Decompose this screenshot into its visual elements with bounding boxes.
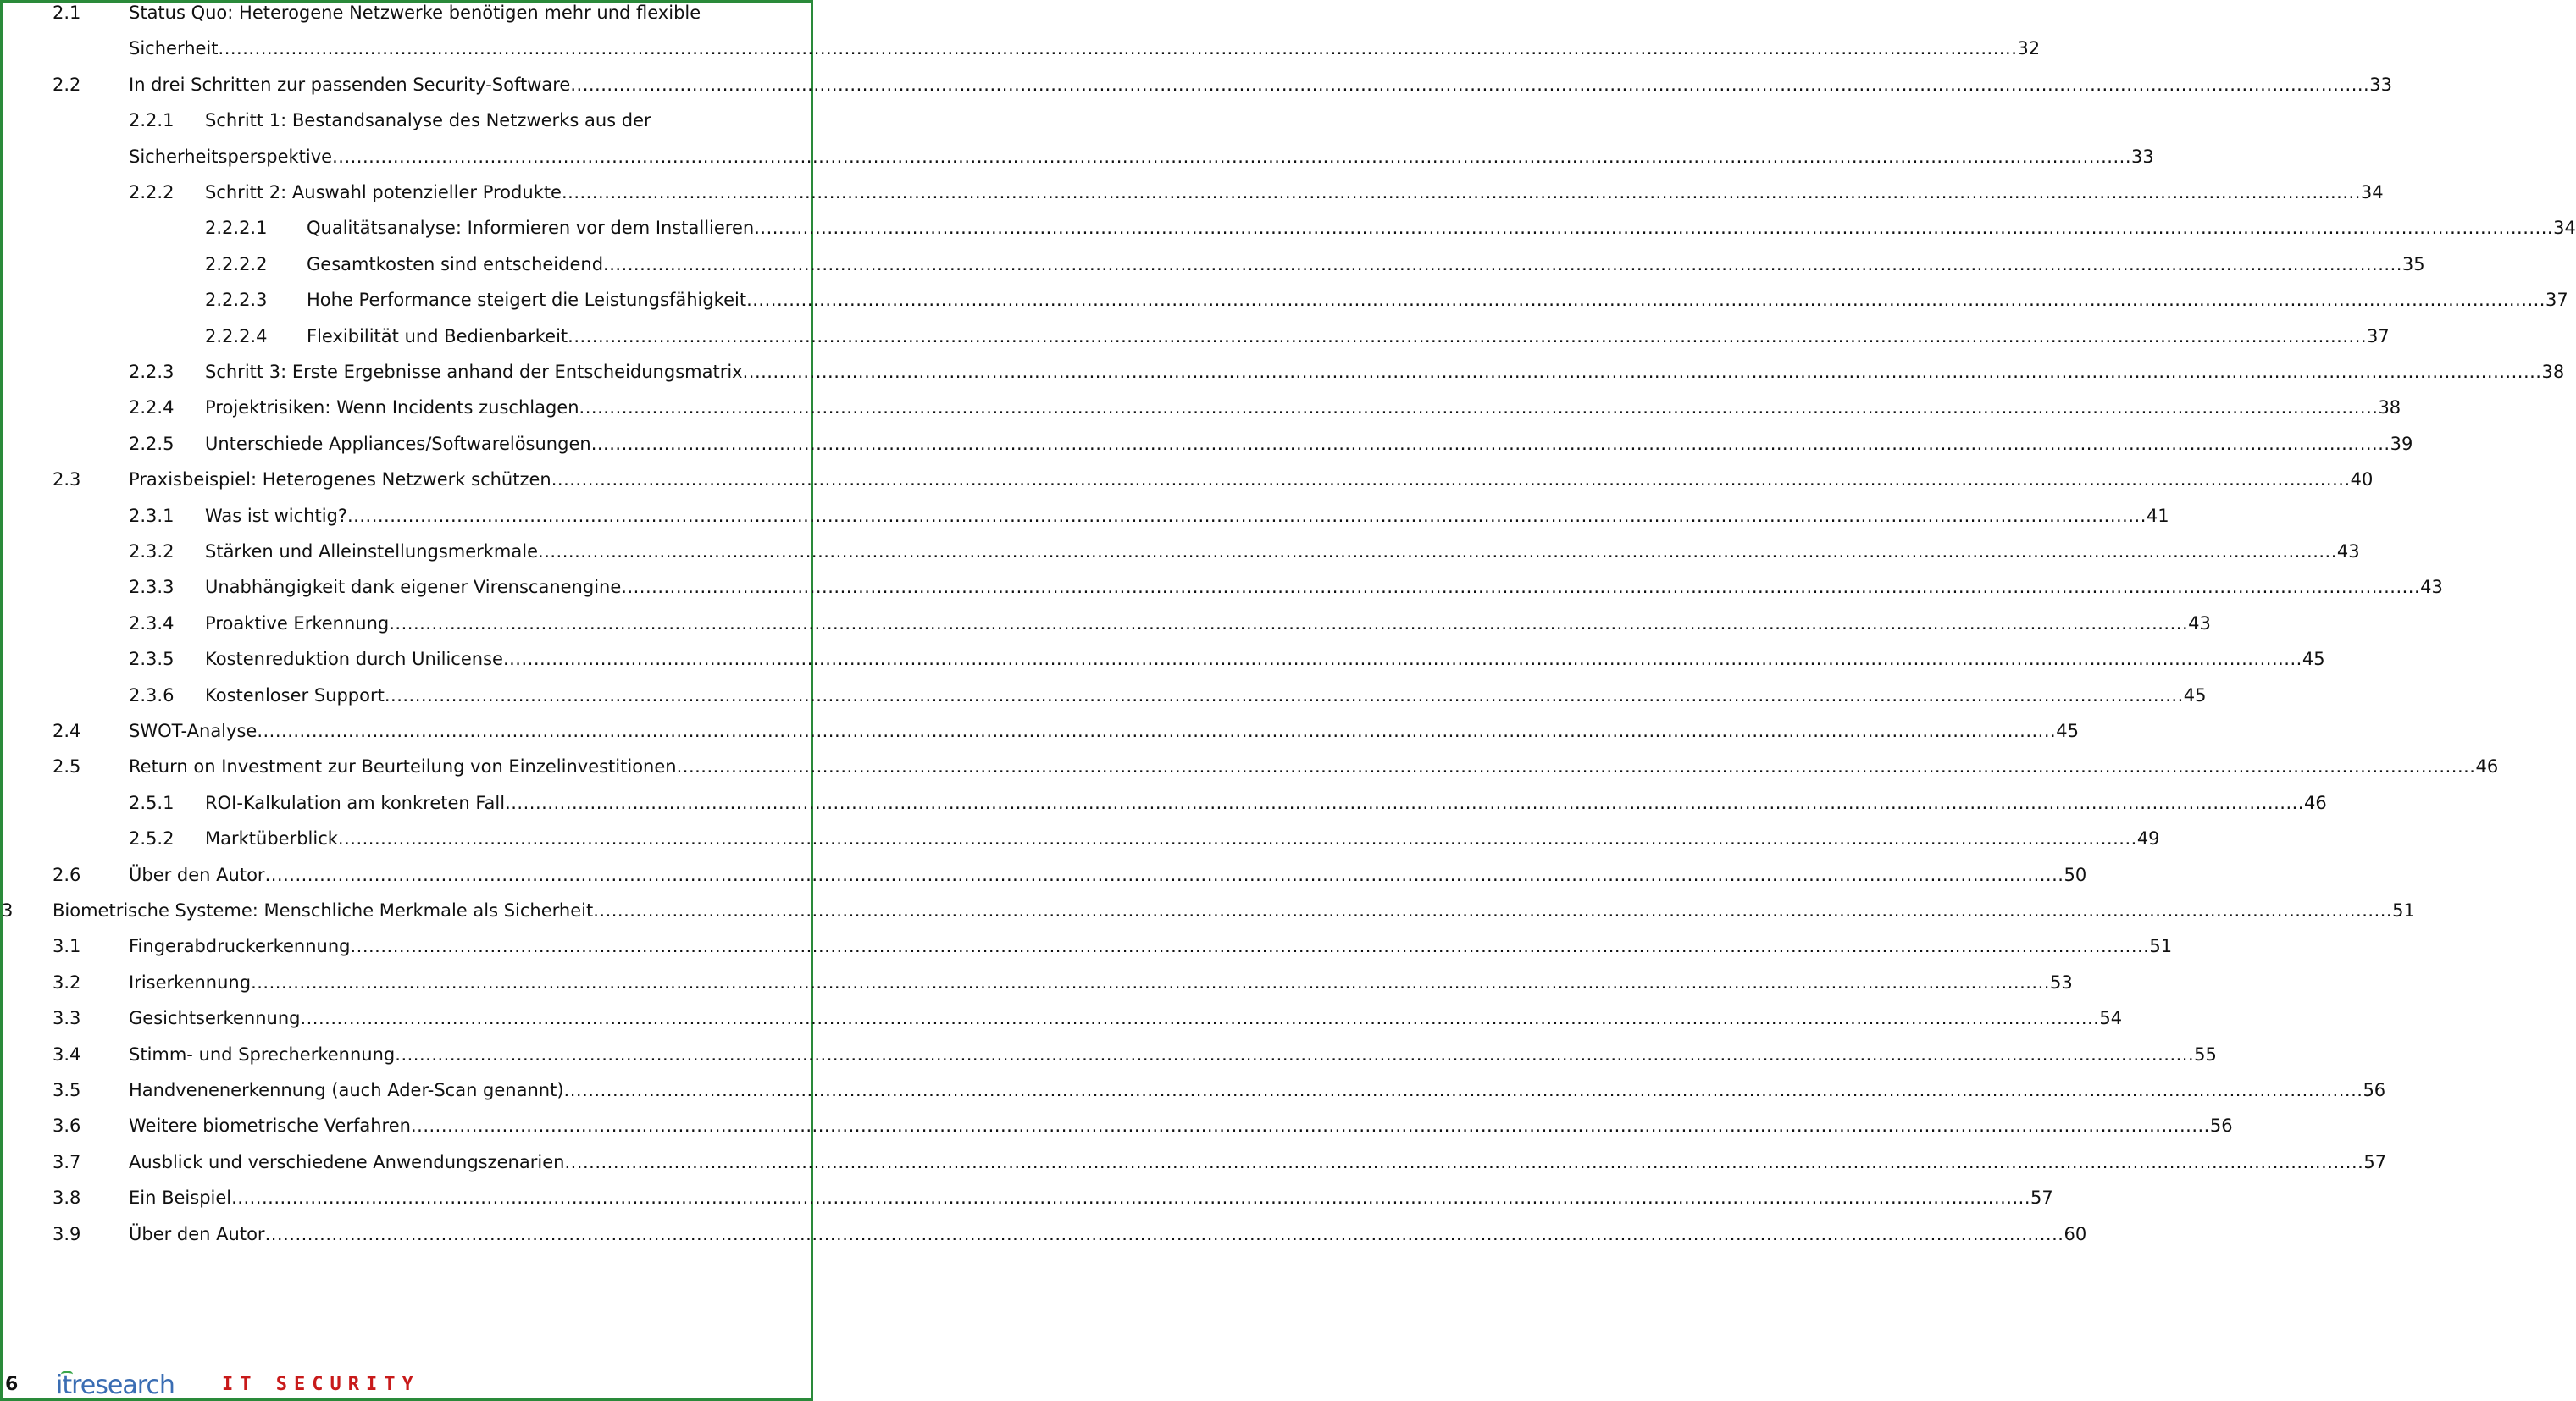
toc-entry-page: 45 — [2183, 684, 2207, 706]
toc-entry-page: 60 — [2064, 1223, 2087, 1244]
toc-entry-page: 55 — [2194, 1044, 2217, 1065]
toc-entry-title: Schritt 3: Erste Ergebnisse anhand der Entscheidungsmatrix — [205, 362, 743, 382]
toc-entry-number: 3.1 — [53, 936, 81, 957]
toc-entry-number: 2.3.4 — [129, 612, 175, 634]
toc-entry[interactable] — [0, 1149, 2387, 1175]
toc-entry[interactable] — [0, 1221, 2087, 1247]
toc-entry[interactable] — [0, 359, 2565, 385]
toc-entry-number: 2.2.1 — [129, 110, 175, 131]
toc-dot-leader — [257, 718, 2056, 744]
toc-entry-page: 38 — [2541, 362, 2565, 382]
footer-brand-text: IT SECURITY — [222, 1374, 420, 1395]
toc-entry-title: Fingerabdruckerkennung — [129, 936, 351, 957]
toc-dot-leader — [300, 1005, 2099, 1031]
toc-entry[interactable] — [0, 718, 2079, 744]
toc-entry[interactable] — [0, 574, 2443, 600]
toc-dot-leader — [395, 1042, 2194, 1067]
toc-entry-page: 41 — [2146, 505, 2169, 526]
toc-dot-leader — [350, 933, 2149, 959]
toc-dot-leader — [743, 359, 2542, 385]
toc-entry[interactable] — [0, 287, 2568, 313]
toc-entry-page: 46 — [2303, 792, 2327, 813]
toc-entry[interactable] — [0, 611, 2211, 636]
toc-entry-title: Marktüberblick — [205, 828, 338, 850]
toc-entry-page: 43 — [2420, 577, 2443, 598]
toc-entry-title: In drei Schritten zur passenden Security-Software — [129, 74, 571, 95]
toc-entry-number: 3.8 — [53, 1188, 81, 1209]
toc-entry[interactable] — [0, 144, 2154, 169]
toc-entry-title: Qualitätsanalyse: Informieren vor dem Installieren — [307, 218, 755, 239]
toc-entry-title: Über den Autor — [129, 1223, 265, 1244]
toc-entry[interactable] — [0, 324, 2390, 349]
toc-entry-number: 3 — [2, 900, 14, 921]
toc-entry-number: 2.5 — [53, 756, 81, 778]
toc-dot-leader — [385, 683, 2184, 708]
toc-dot-leader — [746, 287, 2546, 313]
toc-entry-page: 43 — [2188, 612, 2211, 634]
toc-entry[interactable] — [0, 646, 2325, 672]
toc-dot-leader — [570, 72, 2369, 97]
toc-dot-leader — [591, 431, 2390, 457]
toc-entry-number: 2.5.1 — [129, 792, 175, 813]
toc-entry[interactable] — [0, 252, 2425, 277]
toc-entry-number: 2.3.1 — [129, 505, 175, 526]
toc-dot-leader — [332, 144, 2131, 169]
toc-entry[interactable] — [0, 1042, 2217, 1067]
toc-entry[interactable] — [0, 790, 2327, 816]
toc-entry-number: 2.5.2 — [129, 828, 175, 850]
toc-entry[interactable] — [0, 1113, 2233, 1138]
toc-entry-title: Flexibilität und Bedienbarkeit — [307, 325, 568, 346]
toc-dot-leader — [593, 898, 2392, 923]
toc-entry[interactable] — [0, 826, 2160, 851]
toc-entry-title: Ausblick und verschiedene Anwendungszenarien — [129, 1151, 565, 1172]
toc-entry[interactable] — [0, 395, 2401, 420]
toc-entry[interactable] — [0, 72, 2392, 97]
toc-entry-page: 54 — [2099, 1008, 2123, 1029]
toc-entry-page: 51 — [2149, 936, 2173, 957]
toc-dot-leader — [265, 1221, 2064, 1247]
toc-entry-number: 2.4 — [53, 721, 81, 741]
toc-entry[interactable] — [0, 108, 767, 133]
toc-entry-title: ROI-Kalkulation am konkreten Fall — [205, 792, 506, 813]
toc-entry-title: Proaktive Erkennung — [205, 612, 390, 634]
toc-entry-number: 2.1 — [53, 3, 81, 23]
toc-entry[interactable] — [0, 1185, 2053, 1210]
toc-entry-number: 2.3.5 — [129, 649, 175, 670]
toc-entry-page: 51 — [2392, 900, 2415, 921]
toc-entry-number: 3.7 — [53, 1151, 81, 1172]
toc-entry-number: 2.3.2 — [129, 541, 175, 562]
toc-entry-page: 34 — [2360, 182, 2384, 202]
toc-dot-leader — [347, 503, 2147, 529]
footer-page-number: 6 — [5, 1374, 19, 1395]
toc-entry-page: 43 — [2336, 541, 2360, 562]
toc-entry-title: Ein Beispiel — [129, 1188, 232, 1209]
toc-entry-title: Sicherheit — [129, 38, 219, 59]
toc-entry-title: Weitere biometrische Verfahren — [129, 1116, 411, 1137]
toc-entry-number: 3.6 — [53, 1116, 81, 1137]
toc-dot-leader — [338, 826, 2137, 851]
toc-entry[interactable] — [0, 970, 2073, 995]
toc-entry-number: 2.2.2.4 — [205, 325, 268, 346]
toc-entry-number: 2.2.2.1 — [205, 218, 268, 239]
toc-entry-page: 57 — [2363, 1151, 2387, 1172]
toc-entry-number: 2.2.3 — [129, 362, 175, 382]
toc-dot-leader — [603, 252, 2402, 277]
toc-entry-title: Handvenenerkennung (auch Ader-Scan genannt) — [129, 1080, 564, 1100]
toc-dot-leader — [564, 1077, 2363, 1103]
toc-entry-page: 37 — [2367, 325, 2390, 346]
toc-entry-number: 2.2.2 — [129, 182, 175, 202]
toc-dot-leader — [505, 790, 2304, 816]
toc-dot-leader — [754, 215, 2553, 241]
toc-dot-leader — [621, 574, 2420, 600]
toc-entry[interactable] — [0, 933, 2173, 959]
toc-entry-title: Schritt 2: Auswahl potenzieller Produkte — [205, 182, 562, 202]
toc-dot-leader — [551, 467, 2351, 492]
toc-dot-leader — [265, 862, 2064, 888]
toc-entry-title: Status Quo: Heterogene Netzwerke benötigen mehr und flexible — [129, 3, 701, 23]
toc-entry-number: 2.2 — [53, 74, 81, 95]
toc-entry-title: Iriserkennung — [129, 972, 252, 993]
toc-dot-leader — [568, 324, 2367, 349]
toc-dot-leader — [579, 395, 2379, 420]
toc-dot-leader — [677, 754, 2476, 779]
toc-entry-page: 53 — [2049, 972, 2073, 993]
toc-entry-page: 40 — [2350, 469, 2374, 490]
toc-entry-page: 45 — [2056, 721, 2079, 741]
toc-entry-title: Kostenloser Support — [205, 684, 385, 706]
toc-entry-title: Kostenreduktion durch Unilicense — [205, 649, 503, 670]
toc-dot-leader — [411, 1113, 2210, 1138]
toc-entry-title: Projektrisiken: Wenn Incidents zuschlagen — [205, 397, 579, 418]
toc-entry[interactable] — [0, 180, 2384, 205]
toc-dot-leader — [538, 539, 2337, 564]
toc-entry-page: 49 — [2136, 828, 2160, 850]
toc-dot-leader — [219, 36, 2018, 61]
toc-entry-page: 57 — [2030, 1188, 2053, 1209]
toc-entry[interactable] — [0, 503, 2169, 529]
toc-entry-page: 56 — [2209, 1116, 2233, 1137]
toc-entry-title: Hohe Performance steigert die Leistungsfähigkeit — [307, 290, 747, 311]
toc-entry-title: Biometrische Systeme: Menschliche Merkmale als Sicherheit — [53, 900, 594, 921]
toc-dot-leader — [503, 646, 2302, 672]
toc-entry-title: Gesichtserkennung — [129, 1008, 301, 1029]
toc-entry-page: 56 — [2363, 1080, 2386, 1100]
toc-entry[interactable] — [0, 467, 2374, 492]
toc-entry[interactable] — [0, 898, 2415, 923]
toc-entry-title: Was ist wichtig? — [205, 505, 347, 526]
page-footer — [0, 1371, 813, 1399]
toc-entry[interactable] — [0, 539, 2360, 564]
toc-entry-number: 2.3.6 — [129, 684, 175, 706]
toc-entry-page: 33 — [2131, 146, 2154, 167]
toc-entry[interactable] — [0, 1005, 2123, 1031]
toc-entry[interactable] — [0, 754, 2499, 779]
toc-entry-title: Gesamtkosten sind entscheidend — [307, 253, 604, 274]
toc-entry-number: 2.3 — [53, 469, 81, 490]
toc-entry-page: 39 — [2390, 433, 2413, 454]
toc-entry-number: 3.3 — [53, 1008, 81, 1029]
toc-entry-number: 2.6 — [53, 864, 81, 885]
toc-entry-title: Return on Investment zur Beurteilung von Einzelinvestitionen — [129, 756, 677, 778]
toc-entry-number: 3.4 — [53, 1044, 81, 1065]
toc-entry-number: 2.2.4 — [129, 397, 175, 418]
toc-entry-number: 2.3.3 — [129, 577, 175, 598]
toc-entry-title: Unterschiede Appliances/Softwarelösungen — [205, 433, 591, 454]
toc-dot-leader — [231, 1185, 2030, 1210]
toc-entry-title: Schritt 1: Bestandsanalyse des Netzwerks aus der — [205, 110, 651, 131]
toc-entry[interactable] — [0, 36, 2041, 61]
toc-entry-page: 46 — [2475, 756, 2499, 778]
toc-entry-number: 2.2.2.3 — [205, 290, 268, 311]
toc-dot-leader — [562, 180, 2361, 205]
toc-entry-page: 45 — [2302, 649, 2325, 670]
toc-entry[interactable] — [0, 862, 2087, 888]
toc-entry-title: Über den Autor — [129, 864, 265, 885]
toc-entry-title: Sicherheitsperspektive — [129, 146, 333, 167]
toc-entry-title: Stärken und Alleinstellungsmerkmale — [205, 541, 539, 562]
toc-entry-title: SWOT-Analyse — [129, 721, 258, 741]
toc-entry-number: 2.2.5 — [129, 433, 175, 454]
toc-entry-number: 3.5 — [53, 1080, 81, 1100]
toc-entry-number: 3.9 — [53, 1223, 81, 1244]
toc-entry-page: 37 — [2545, 290, 2568, 311]
toc-dot-leader — [251, 970, 2050, 995]
toc-dot-leader — [564, 1149, 2363, 1175]
toc-entry-title: Praxisbeispiel: Heterogenes Netzwerk schützen — [129, 469, 551, 490]
itresearch-logo: itresearch — [56, 1371, 175, 1400]
toc-entry-page: 35 — [2401, 253, 2425, 274]
toc-entry-title: Stimm- und Sprecherkennung — [129, 1044, 396, 1065]
toc-entry[interactable] — [0, 431, 2413, 457]
toc-entry-page: 50 — [2064, 864, 2087, 885]
toc-entry[interactable] — [0, 683, 2207, 708]
toc-entry[interactable] — [0, 215, 2576, 241]
toc-entry[interactable] — [0, 1077, 2386, 1103]
toc-entry-number: 2.2.2.2 — [205, 253, 268, 274]
toc-entry-page: 34 — [2553, 218, 2576, 239]
toc-entry-page: 38 — [2378, 397, 2401, 418]
toc-entry-page: 32 — [2017, 38, 2041, 59]
toc-entry[interactable] — [0, 0, 767, 25]
toc-dot-leader — [389, 611, 2188, 636]
toc-entry-page: 33 — [2369, 74, 2392, 95]
toc-entry-title: Unabhängigkeit dank eigener Virenscanengine — [205, 577, 622, 598]
toc-entry-number: 3.2 — [53, 972, 81, 993]
